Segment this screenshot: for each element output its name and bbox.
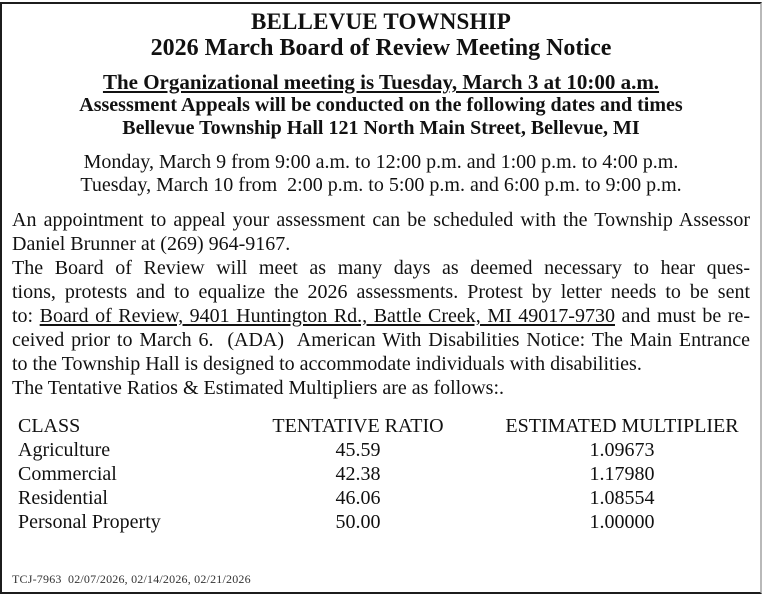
row-ratio: 50.00 [335,511,381,533]
board-review-line-5: to the Township Hall is designed to accommodate individuals with disabilities. [12,353,642,375]
schedule-tuesday: Tuesday, March 10 from 2:00 p.m. to 5:00 p.m. and 6:00 p.m. to 9:00 p.m. [80,174,682,196]
assessment-appeals-line: Assessment Appeals will be conducted on the following dates and times [79,94,683,116]
row-ratio: 42.38 [335,463,381,485]
table-row [18,438,752,462]
township-title: BELLEVUE TOWNSHIP [250,9,512,34]
organizational-meeting-line: The Organizational meeting is Tuesday, March 3 at 10:00 a.m. [102,70,660,94]
protest-mailing-address: Board of Review, 9401 Huntington Rd., Battle Creek, MI 49017-9730 [39,305,615,327]
protest-address-prefix: to: [12,305,40,327]
tentative-ratios-intro: The Tentative Ratios & Estimated Multipliers are as follows:. [12,377,505,399]
publication-reference: TCJ-7963 02/07/2026, 02/14/2026, 02/21/2026 [12,572,251,586]
row-ratio: 46.06 [335,487,381,509]
row-class: Residential [18,487,108,509]
notice-body [10,208,752,400]
legal-notice [0,2,762,594]
appointment-line-2: Daniel Brunner at (269) 964-9167. [12,233,291,255]
notice-title: 2026 March Board of Review Meeting Notice [150,35,612,61]
meeting-schedule [10,151,752,197]
row-multiplier: 1.17980 [589,463,655,485]
table-header-row [18,414,752,438]
table-row [18,486,752,510]
board-review-line-1: The Board of Review will meet as many days as deemed necessary to hear ques- [12,257,750,279]
ratio-multiplier-table [10,414,752,534]
row-class: Personal Property [18,511,161,533]
row-class: Commercial [18,463,117,485]
header-tentative-ratio: TENTATIVE RATIO [272,415,444,437]
row-multiplier: 1.00000 [589,511,655,533]
board-review-line-2: tions, protests and to equalize the 2026 assessments. Protest by letter needs to be sent [12,281,750,303]
table-row [18,462,752,486]
appointment-line-1: An appointment to appeal your assessment can be scheduled with the Township Assessor [12,209,750,231]
board-review-line-4: ceived prior to March 6. (ADA) American With Disabilities Notice: The Main Entrance [12,329,750,351]
row-class: Agriculture [18,439,111,461]
row-multiplier: 1.09673 [589,439,655,461]
row-ratio: 45.59 [335,439,381,461]
township-hall-address-line: Bellevue Township Hall 121 North Main Street, Bellevue, MI [122,117,640,139]
protest-address-suffix: and must be re- [614,305,750,327]
board-review-line-3 [12,304,750,328]
row-multiplier: 1.08554 [589,487,655,509]
schedule-monday: Monday, March 9 from 9:00 a.m. to 12:00 p.m. and 1:00 p.m. to 4:00 p.m. [83,151,679,173]
table-row [18,510,752,534]
header-class: CLASS [18,415,81,437]
header-estimated-multiplier: ESTIMATED MULTIPLIER [505,415,739,437]
